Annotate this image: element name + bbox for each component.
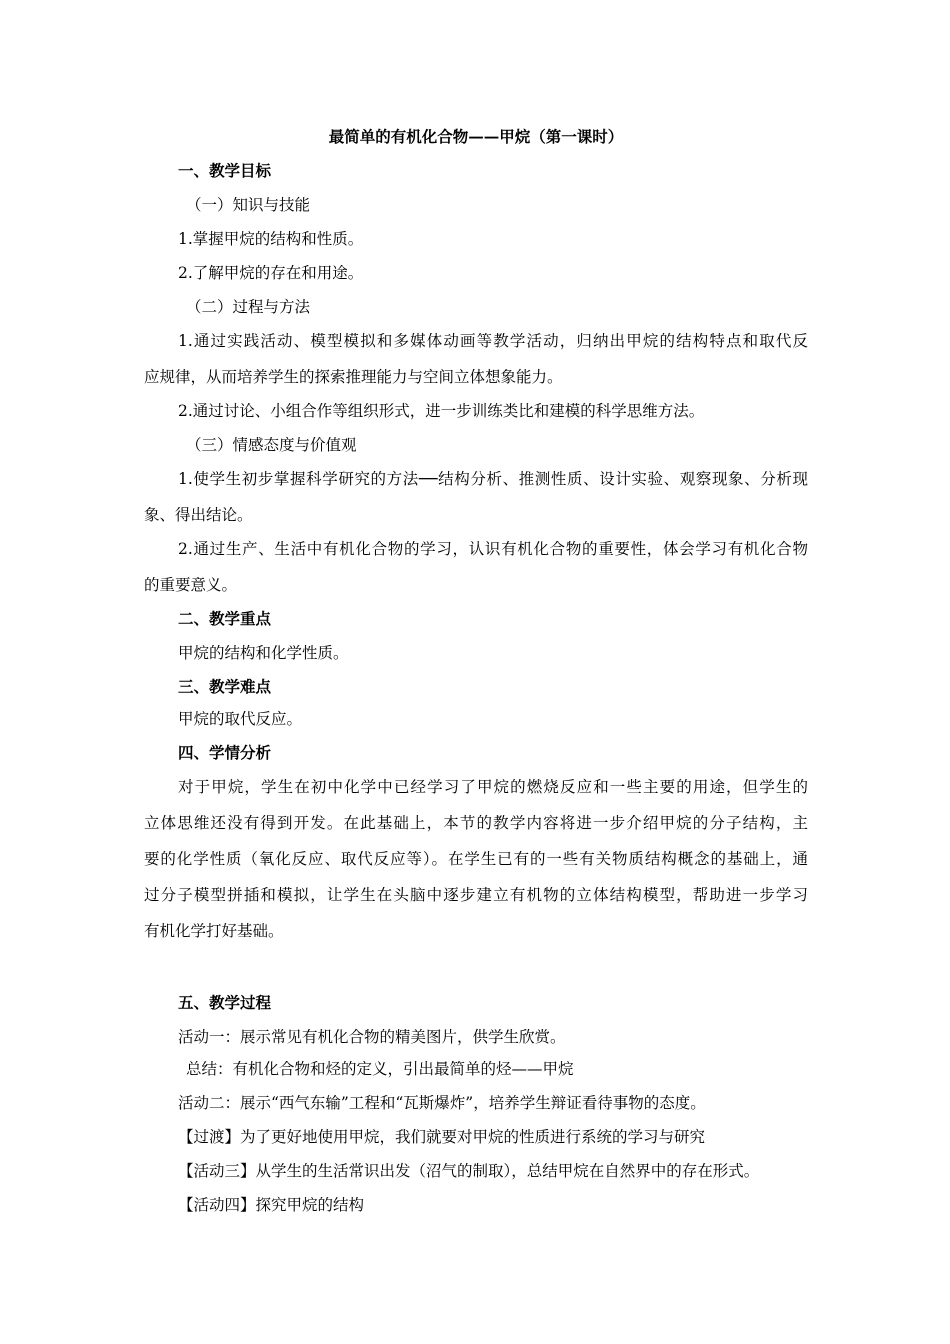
subheading-attitudes-values: （三）情感态度与价值观 <box>186 436 357 454</box>
subheading-process-methods: （二）过程与方法 <box>186 298 311 316</box>
paragraph: 有机化学打好基础。 <box>144 922 284 940</box>
paragraph: 活动一：展示常见有机化合物的精美图片，供学生欣赏。 <box>178 1028 566 1046</box>
paragraph: 甲烷的结构和化学性质。 <box>178 644 349 662</box>
paragraph: 总结：有机化合物和烃的定义，引出最简单的烃——甲烷 <box>186 1060 574 1078</box>
paragraph: 2.通过讨论、小组合作等组织形式，进一步训练类比和建模的科学思维方法。 <box>178 402 705 420</box>
paragraph: 过分子模型拼插和模拟，让学生在头脑中逐步建立有机物的立体结构模型，帮助进一步学习 <box>144 886 808 904</box>
paragraph: 对于甲烷，学生在初中化学中已经学习了甲烷的燃烧反应和一些主要的用途，但学生的 <box>178 778 808 796</box>
paragraph: 要的化学性质（氧化反应、取代反应等）。在学生已有的一些有关物质结构概念的基础上，通 <box>144 850 808 868</box>
paragraph: 2.了解甲烷的存在和用途。 <box>178 264 364 282</box>
paragraph: 【过渡】为了更好地使用甲烷，我们就要对甲烷的性质进行系统的学习与研究 <box>178 1128 706 1146</box>
section-heading-objectives: 一、教学目标 <box>178 161 272 180</box>
paragraph: 甲烷的取代反应。 <box>178 710 303 728</box>
paragraph: 2.通过生产、生活中有机化合物的学习，认识有机化合物的重要性，体会学习有机化合物 <box>178 540 808 558</box>
paragraph: 1.使学生初步掌握科学研究的方法──结构分析、推测性质、设计实验、观察现象、分析现 <box>178 470 808 488</box>
document-title: 最简单的有机化合物——甲烷（第一课时） <box>328 127 624 146</box>
paragraph: 活动二：展示“西气东输”工程和“瓦斯爆炸”，培养学生辩证看待事物的态度。 <box>178 1094 706 1112</box>
paragraph: 1.通过实践活动、模型模拟和多媒体动画等教学活动，归纳出甲烷的结构特点和取代反 <box>178 332 808 350</box>
section-heading-difficulties: 三、教学难点 <box>178 677 272 696</box>
paragraph: 的重要意义。 <box>144 576 238 594</box>
section-heading-teaching-process: 五、教学过程 <box>178 993 272 1012</box>
paragraph: 立体思维还没有得到开发。在此基础上，本节的教学内容将进一步介绍甲烷的分子结构，主 <box>144 814 808 832</box>
section-heading-student-analysis: 四、学情分析 <box>178 743 272 762</box>
section-heading-key-points: 二、教学重点 <box>178 609 272 628</box>
subheading-knowledge-skills: （一）知识与技能 <box>186 196 311 214</box>
paragraph: 象、得出结论。 <box>144 506 253 524</box>
paragraph: 【活动四】探究甲烷的结构 <box>178 1196 365 1214</box>
paragraph: 1.掌握甲烷的结构和性质。 <box>178 230 364 248</box>
paragraph: 应规律，从而培养学生的探索推理能力与空间立体想象能力。 <box>144 368 563 386</box>
paragraph: 【活动三】从学生的生活常识出发（沼气的制取），总结甲烷在自然界中的存在形式。 <box>178 1162 760 1180</box>
